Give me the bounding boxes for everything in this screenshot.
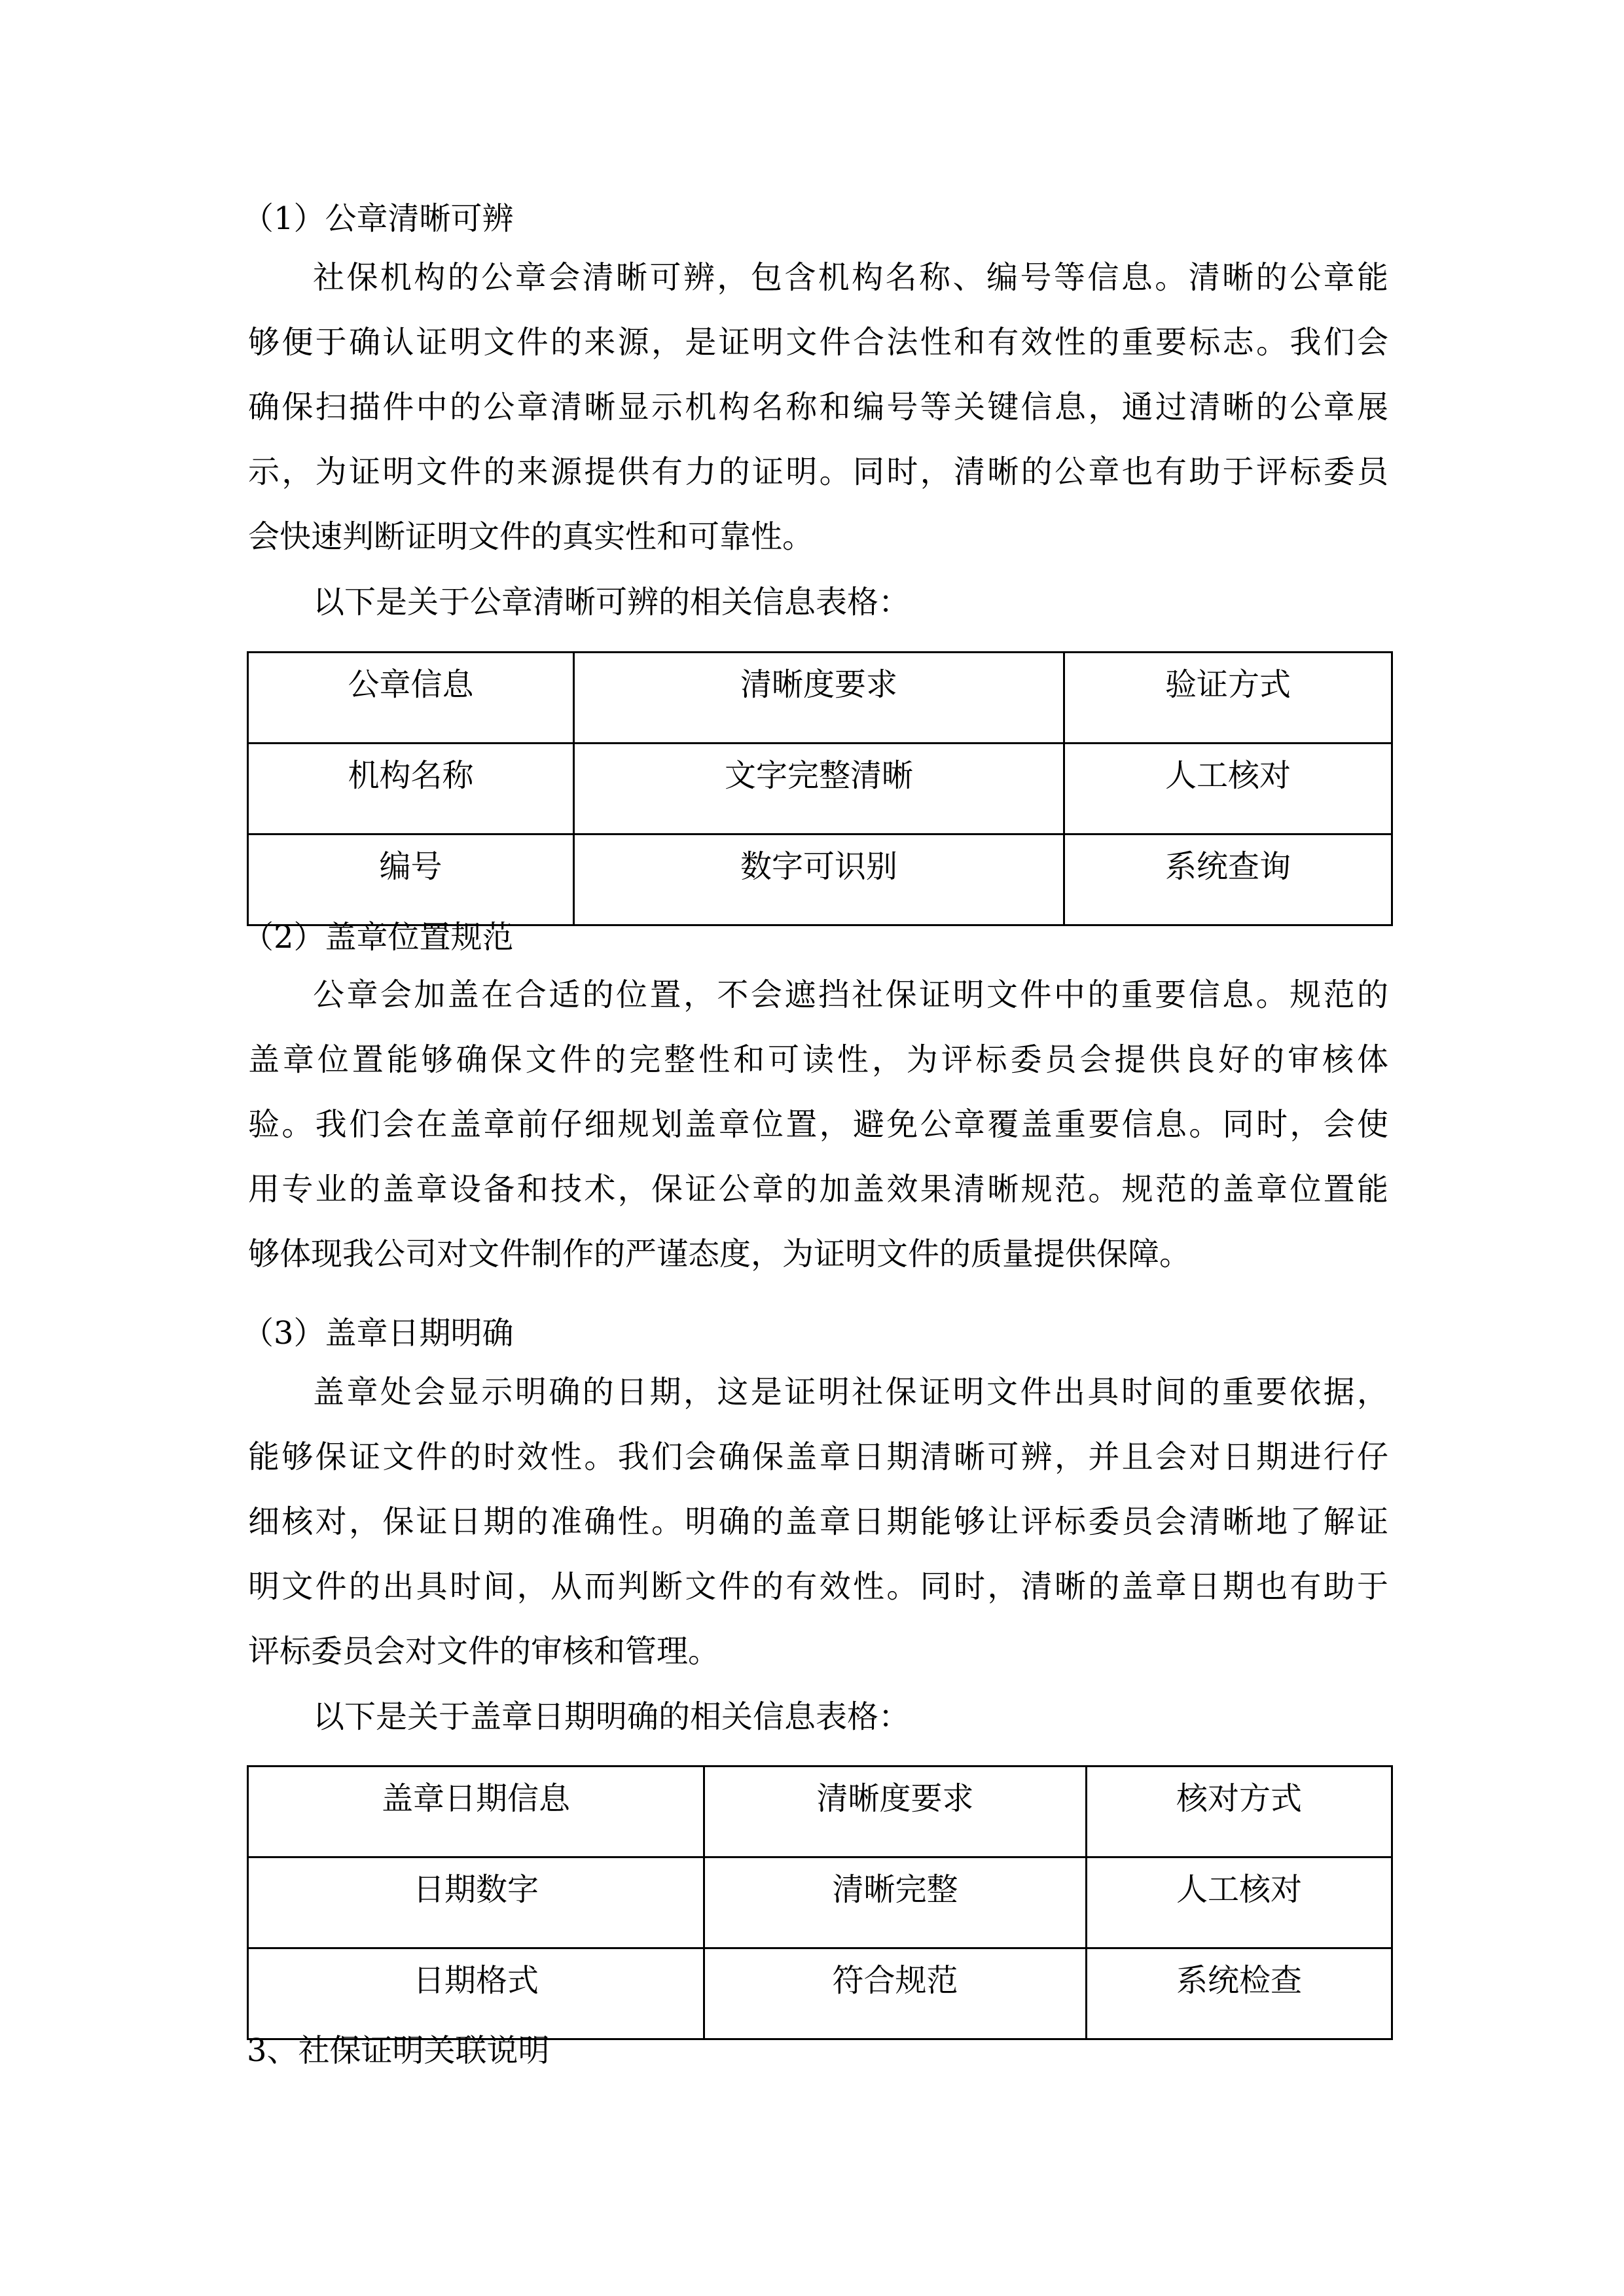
table-row (248, 1948, 1392, 2039)
text-line: 盖章处会显示明确的日期，这是证明社保证明文件出具时间的重要依据， (313, 1374, 1388, 1410)
table-cell: 系统查询 (1064, 834, 1392, 925)
text-line: 验。我们会在盖章前仔细规划盖章位置，避免公章覆盖重要信息。同时，会使 (248, 1106, 1388, 1143)
text-line: 社保机构的公章会清晰可辨，包含机构名称、编号等信息。清晰的公章能 (313, 259, 1388, 296)
text-line: 盖章位置能够确保文件的完整性和可读性，为评标委员会提供良好的审核体 (248, 1041, 1388, 1078)
table-cell: 清晰度要求 (574, 653, 1064, 744)
table-2-intro (248, 1697, 1388, 1762)
seal-info-table (247, 651, 1393, 926)
table-1-intro (248, 583, 1388, 647)
section-1-heading: （1）公章清晰可辨 (242, 200, 514, 237)
table-cell: 核对方式 (1087, 1767, 1392, 1857)
table-cell: 编号 (248, 834, 574, 925)
seal-date-table (247, 1765, 1393, 2040)
section-3-heading: （3）盖章日期明确 (242, 1315, 514, 1352)
table-cell: 清晰完整 (704, 1857, 1087, 1948)
table-header-row (248, 1767, 1392, 1857)
table-cell: 公章信息 (248, 653, 574, 744)
table-cell: 清晰度要求 (704, 1767, 1087, 1857)
text-line: 用专业的盖章设备和技术，保证公章的加盖效果清晰规范。规范的盖章位置能 (248, 1171, 1388, 1208)
table-cell: 日期格式 (248, 1948, 704, 2039)
text-line: 公章会加盖在合适的位置，不会遮挡社保证明文件中的重要信息。规范的 (313, 977, 1388, 1013)
text-line: 细核对，保证日期的准确性。明确的盖章日期能够让评标委员会清晰地了解证 (248, 1503, 1388, 1540)
text-line: 能够保证文件的时效性。我们会确保盖章日期清晰可辨，并且会对日期进行仔 (248, 1439, 1388, 1475)
table-row (248, 834, 1392, 925)
table-header-row (248, 653, 1392, 744)
section-2-paragraph (248, 975, 1388, 1299)
table-cell: 机构名称 (248, 744, 574, 834)
table-cell: 盖章日期信息 (248, 1767, 704, 1857)
table-cell: 系统检查 (1087, 1948, 1392, 2039)
table-cell: 日期数字 (248, 1857, 704, 1948)
table-cell: 符合规范 (704, 1948, 1087, 2039)
text-line: 评标委员会对文件的审核和管理。 (248, 1633, 720, 1670)
table-row (248, 1857, 1392, 1948)
section-3-paragraph (248, 1372, 1388, 1696)
text-line: 会快速判断证明文件的真实性和可靠性。 (248, 518, 814, 555)
text-line: 以下是关于盖章日期明确的相关信息表格： (313, 1698, 911, 1735)
table-cell: 人工核对 (1087, 1857, 1392, 1948)
section-1-paragraph (248, 258, 1388, 582)
text-line: 示，为证明文件的来源提供有力的证明。同时，清晰的公章也有助于评标委员 (248, 454, 1388, 490)
text-line: 以下是关于公章清晰可辨的相关信息表格： (313, 584, 911, 620)
text-line: 确保扫描件中的公章清晰显示机构名称和编号等关键信息，通过清晰的公章展 (248, 389, 1388, 425)
text-line: 明文件的出具时间，从而判断文件的有效性。同时，清晰的盖章日期也有助于 (248, 1568, 1388, 1605)
section-2-heading: （2）盖章位置规范 (242, 919, 514, 956)
text-line: 够便于确认证明文件的来源，是证明文件合法性和有效性的重要标志。我们会 (248, 324, 1388, 361)
text-line: 够体现我公司对文件制作的严谨态度，为证明文件的质量提供保障。 (248, 1236, 1191, 1272)
table-cell: 数字可识别 (574, 834, 1064, 925)
table-cell: 人工核对 (1064, 744, 1392, 834)
table-cell: 验证方式 (1064, 653, 1392, 744)
table-row (248, 744, 1392, 834)
next-section-heading: 3、社保证明关联说明 (247, 2032, 550, 2069)
table-cell: 文字完整清晰 (574, 744, 1064, 834)
